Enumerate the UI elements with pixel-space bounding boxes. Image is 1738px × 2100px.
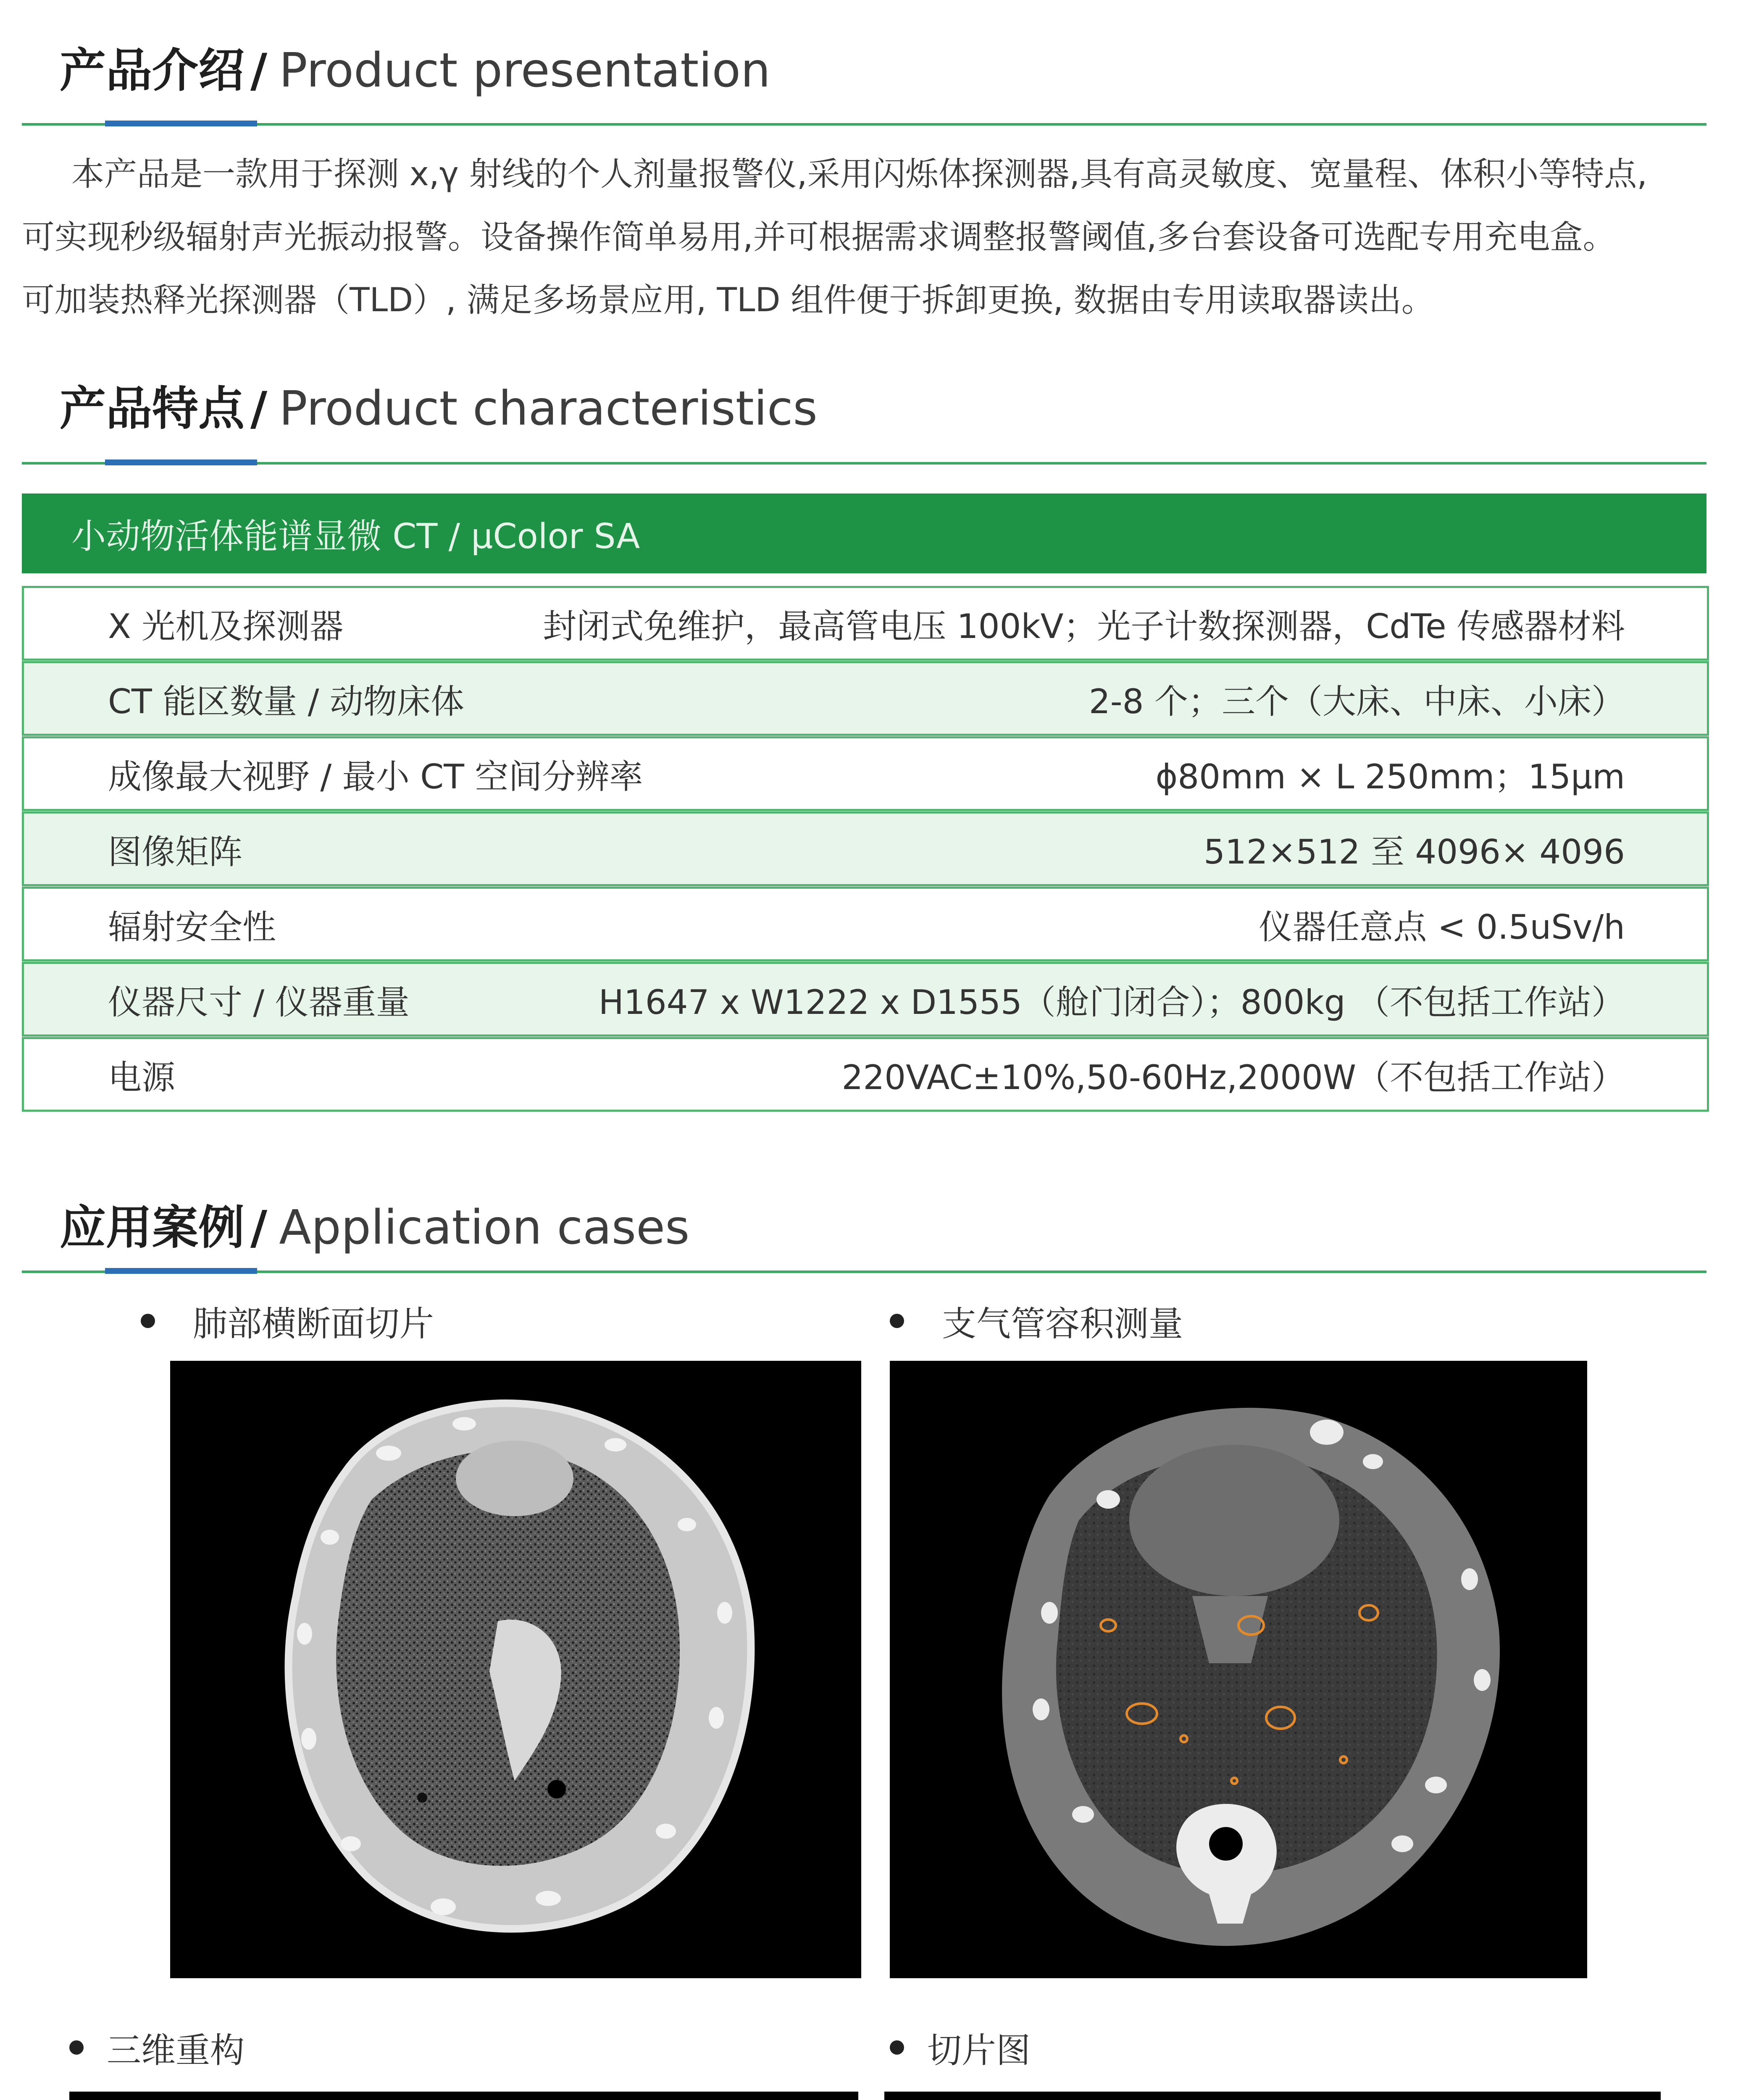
spec-row [22, 661, 1709, 736]
section-title-en: Product characteristics [279, 381, 818, 436]
spec-label: 仪器尺寸 / 仪器重量 [108, 982, 410, 1022]
spec-label: X 光机及探测器 [108, 606, 344, 646]
lung-ct-slice-image [170, 1361, 861, 1978]
spec-value: ϕ80mm × L 250mm；15μm [1155, 757, 1625, 796]
section-title-en: Application cases [279, 1200, 690, 1255]
case-caption-text: 切片图 [927, 2030, 1031, 2071]
case-caption-text: 肺部横断面切片 [193, 1304, 434, 1344]
spec-label: 图像矩阵 [108, 832, 242, 872]
slice-graphic [884, 2092, 1661, 2100]
title-slash: / [250, 1201, 268, 1255]
case-caption [69, 2024, 245, 2071]
spec-value: 220VAC±10%,50-60Hz,2000W（不包括工作站） [841, 1058, 1625, 1097]
spec-label: 辐射安全性 [108, 907, 276, 947]
case-caption-text: 三维重构 [107, 2030, 245, 2071]
product-model-banner [22, 494, 1706, 573]
lung-ct-slice-graphic [170, 1361, 861, 1978]
section-title-cn: 产品介绍 [60, 44, 245, 97]
bronchus-volume-ct-image [890, 1361, 1587, 1978]
intro-line: 可实现秒级辐射声光振动报警。设备操作简单易用,并可根据需求调整报警阈值,多台套设备可选配专用充电盒。 [22, 218, 1616, 256]
section-accent-bar [105, 121, 257, 126]
section-title-cases [60, 1191, 689, 1254]
spec-row [22, 586, 1709, 661]
spec-row [22, 736, 1709, 811]
section-divider [22, 462, 1706, 465]
3d-reconstruction-graphic [69, 2092, 858, 2100]
spec-label: 成像最大视野 / 最小 CT 空间分辨率 [108, 757, 643, 796]
spec-value: H1647 x W1222 x D1555（舱门闭合）；800kg （不包括工作站） [598, 982, 1625, 1022]
section-title-presentation [60, 34, 770, 97]
section-title-cn: 产品特点 [60, 382, 245, 436]
case-caption [141, 1298, 434, 1344]
section-divider [22, 1270, 1706, 1273]
section-accent-bar [105, 1268, 257, 1274]
spec-value: 512×512 至 4096× 4096 [1204, 832, 1625, 872]
spec-value: 封闭式免维护，最高管电压 100kV；光子计数探测器，CdTe 传感器材料 [543, 606, 1625, 646]
title-slash: / [250, 382, 268, 436]
intro-paragraph [22, 143, 1715, 332]
slice-image [884, 2092, 1661, 2100]
bullet-icon [69, 2040, 84, 2055]
case-caption [890, 1298, 1183, 1344]
bullet-icon [141, 1314, 155, 1328]
bullet-icon [890, 2040, 904, 2055]
section-title-cn: 应用案例 [60, 1201, 245, 1255]
3d-reconstruction-image [69, 2092, 858, 2100]
case-caption [890, 2024, 1031, 2071]
bullet-icon [890, 1314, 904, 1328]
intro-line: 本产品是一款用于探测 x,γ 射线的个人剂量报警仪,采用闪烁体探测器,具有高灵敏度、宽量程、体积小等特点, [71, 155, 1648, 193]
spec-row [22, 962, 1709, 1037]
spec-value: 2-8 个；三个（大床、中床、小床） [1089, 682, 1625, 721]
spec-row [22, 811, 1709, 886]
spec-row [22, 887, 1709, 961]
section-title-en: Product presentation [279, 43, 770, 98]
product-model-name: 小动物活体能谱显微 CT / μColor SA [71, 516, 640, 556]
title-slash: / [250, 44, 268, 97]
intro-line: 可加装热释光探测器（TLD）, 满足多场景应用, TLD 组件便于拆卸更换, 数据由专用读取器读出。 [22, 281, 1434, 319]
section-title-characteristics [60, 372, 818, 435]
spec-value: 仪器任意点 < 0.5uSv/h [1259, 907, 1625, 947]
spec-label: 电源 [108, 1058, 175, 1097]
section-accent-bar [105, 459, 257, 465]
spec-label: CT 能区数量 / 动物床体 [108, 682, 464, 721]
case-caption-text: 支气管容积测量 [942, 1304, 1183, 1344]
spec-row [22, 1037, 1709, 1112]
section-divider [22, 123, 1706, 126]
bronchus-volume-ct-graphic [890, 1361, 1587, 1978]
